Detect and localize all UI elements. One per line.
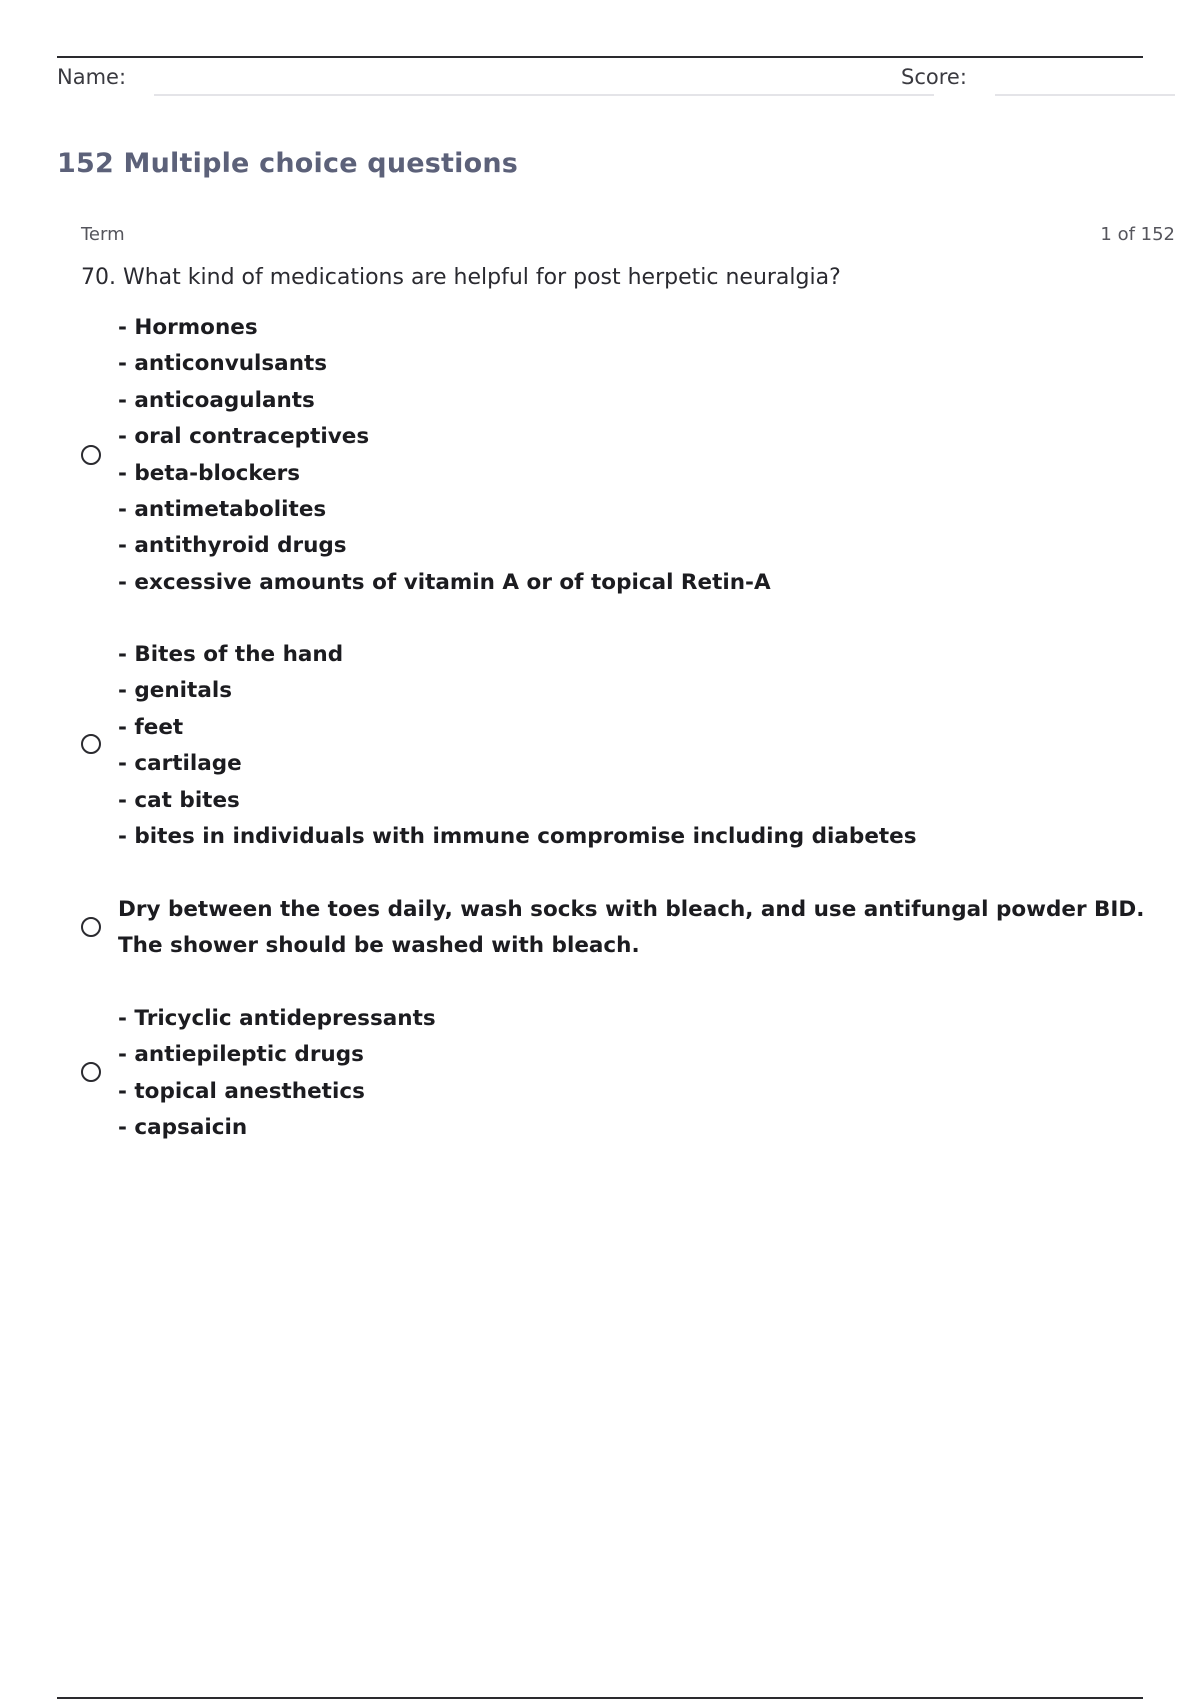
term-label: Term xyxy=(81,224,125,245)
question-counter: 1 of 152 xyxy=(1100,224,1175,245)
option-line: - anticonvulsants xyxy=(118,351,328,377)
question-text: 70. What kind of medications are helpful for post herpetic neuralgia? xyxy=(81,265,841,290)
radio-circle-icon[interactable] xyxy=(81,445,101,465)
section-title: 152 Multiple choice questions xyxy=(57,148,519,179)
name-label: Name: xyxy=(57,65,127,89)
score-label: Score: xyxy=(901,65,967,89)
name-field-line[interactable] xyxy=(154,94,934,96)
option-line: - excessive amounts of vitamin A or of topical Retin-A xyxy=(118,569,771,595)
option-line: - beta-blockers xyxy=(118,460,301,486)
radio-circle-icon[interactable] xyxy=(81,917,101,937)
option-line: - antiepileptic drugs xyxy=(118,1042,364,1068)
option-line: - capsaicin xyxy=(118,1115,248,1141)
option-line: - anticoagulants xyxy=(118,387,315,413)
radio-circle-icon[interactable] xyxy=(81,1062,101,1082)
top-rule xyxy=(57,56,1143,58)
answer-option-1[interactable] xyxy=(81,310,1175,602)
option-line: - Hormones xyxy=(118,315,258,340)
option-line: - Bites of the hand xyxy=(118,642,344,667)
option-line: - cartilage xyxy=(118,751,242,777)
answer-option-text xyxy=(118,1001,436,1147)
header-row xyxy=(57,62,1175,98)
option-line: - antithyroid drugs xyxy=(118,533,347,559)
answer-option-4[interactable] xyxy=(81,1001,1175,1147)
option-line: - feet xyxy=(118,714,184,740)
option-line: - cat bites xyxy=(118,787,240,813)
answer-option-3[interactable] xyxy=(81,892,1175,965)
option-line: - oral contraceptives xyxy=(118,424,370,450)
option-line: - antimetabolites xyxy=(118,497,327,523)
option-line: - bites in individuals with immune compromise including diabetes xyxy=(118,824,917,850)
option-line: - Tricyclic antidepressants xyxy=(118,1006,436,1031)
score-field-line[interactable] xyxy=(995,94,1175,96)
radio-circle-icon[interactable] xyxy=(81,734,101,754)
option-line: - topical anesthetics xyxy=(118,1078,365,1104)
option-line: - genitals xyxy=(118,678,233,704)
bottom-rule xyxy=(57,1697,1143,1699)
answer-option-text xyxy=(118,310,771,601)
answer-option-text: Dry between the toes daily, wash socks with bleach, and use antifungal powder BID. The shower should be washed with bleach. xyxy=(118,897,1145,959)
answer-option-2[interactable] xyxy=(81,637,1175,856)
answer-option-text xyxy=(118,637,917,855)
